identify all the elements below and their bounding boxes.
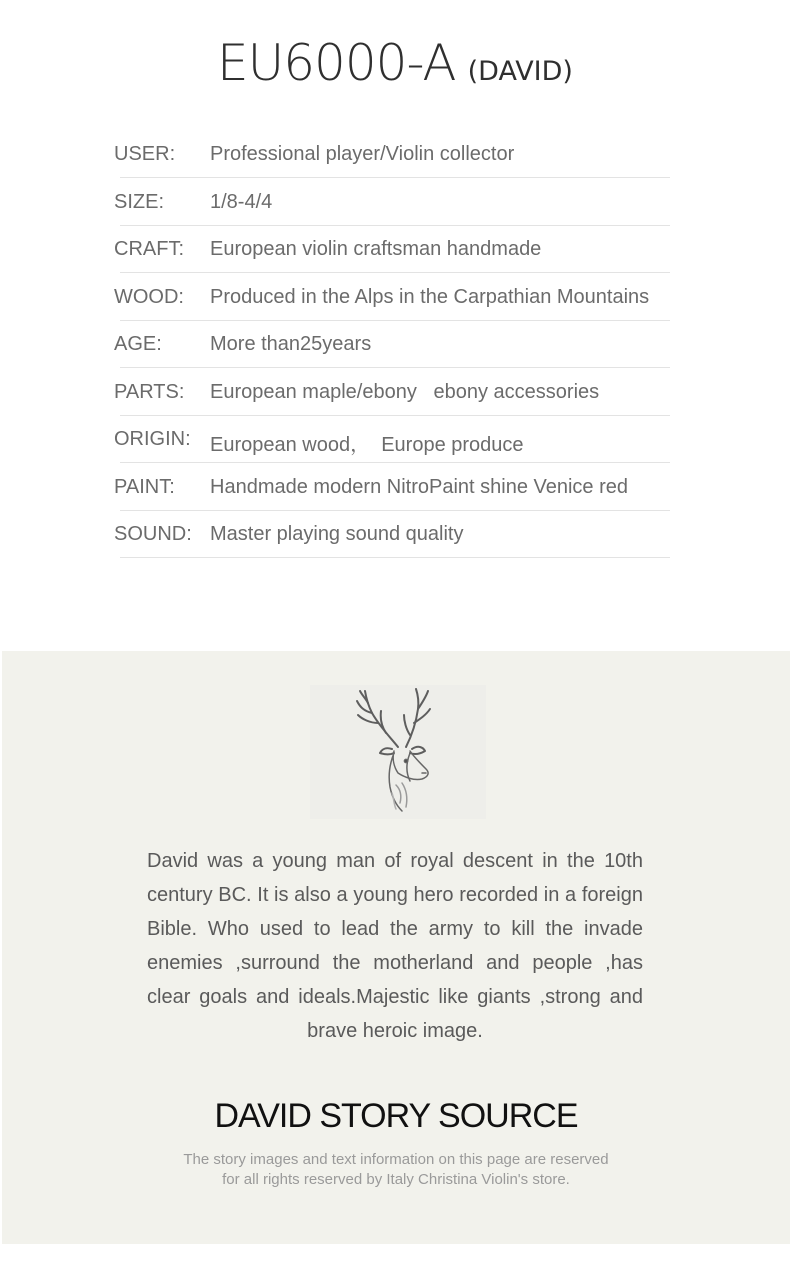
spec-label: PAINT: <box>114 475 175 498</box>
spec-label: WOOD: <box>114 285 184 308</box>
spec-value: 1/8-4/4 <box>210 190 273 213</box>
spec-row-parts <box>114 369 684 417</box>
spec-row-wood <box>114 274 684 322</box>
spec-value: Produced in the Alps in the Carpathian Mountains <box>210 285 650 308</box>
spec-row-paint <box>114 464 684 512</box>
copyright-line: The story images and text information on this page are reserved <box>183 1151 609 1168</box>
spec-value: Master playing sound quality <box>210 523 464 545</box>
story-heading: DAVID STORY SOURCE <box>214 1097 578 1135</box>
copyright-line: for all rights reserved by Italy Christina Violin's store. <box>222 1171 570 1188</box>
spec-row-sound <box>114 511 684 559</box>
product-title <box>0 34 790 92</box>
divider <box>120 557 670 558</box>
model-name: (DAVID) <box>467 56 573 87</box>
spec-value: More than25years <box>210 333 372 355</box>
story-panel <box>2 651 790 1244</box>
spec-row-user <box>114 131 684 179</box>
spec-value: European maple/ebony ebony accessories <box>210 380 600 403</box>
spec-label: PARTS: <box>114 380 185 403</box>
spec-label: SOUND: <box>114 523 192 545</box>
story-paragraph: David was a young man of royal descent in the 10th century BC. It is also a young hero recorded in a foreign Bible. Who used to lead the army to kill the invade enemies ,surround the motherland and people ,has clear goals and ideals.Majestic like giants ,strong and brave heroic image. <box>147 850 643 1042</box>
copyright-notice <box>2 1150 790 1190</box>
spec-label: CRAFT: <box>114 238 184 260</box>
spec-value: Handmade modern NitroPaint shine Venice red <box>210 475 629 498</box>
spec-row-origin <box>114 416 684 464</box>
spec-value: European wood， Europe produce <box>210 434 524 456</box>
spec-row-craft <box>114 226 684 274</box>
spec-label: USER: <box>114 143 176 165</box>
deer-icon <box>310 685 486 819</box>
spec-value: European violin craftsman handmade <box>210 238 542 260</box>
spec-table <box>114 131 684 559</box>
spec-value: Professional player/Violin collector <box>210 143 515 165</box>
spec-row-age <box>114 321 684 369</box>
spec-row-size <box>114 179 684 227</box>
deer-head-illustration <box>310 685 486 819</box>
spec-label: AGE: <box>114 333 162 355</box>
spec-label: ORIGIN: <box>114 428 191 450</box>
model-number: EU6000-A <box>217 34 456 92</box>
spec-label: SIZE: <box>114 190 165 213</box>
